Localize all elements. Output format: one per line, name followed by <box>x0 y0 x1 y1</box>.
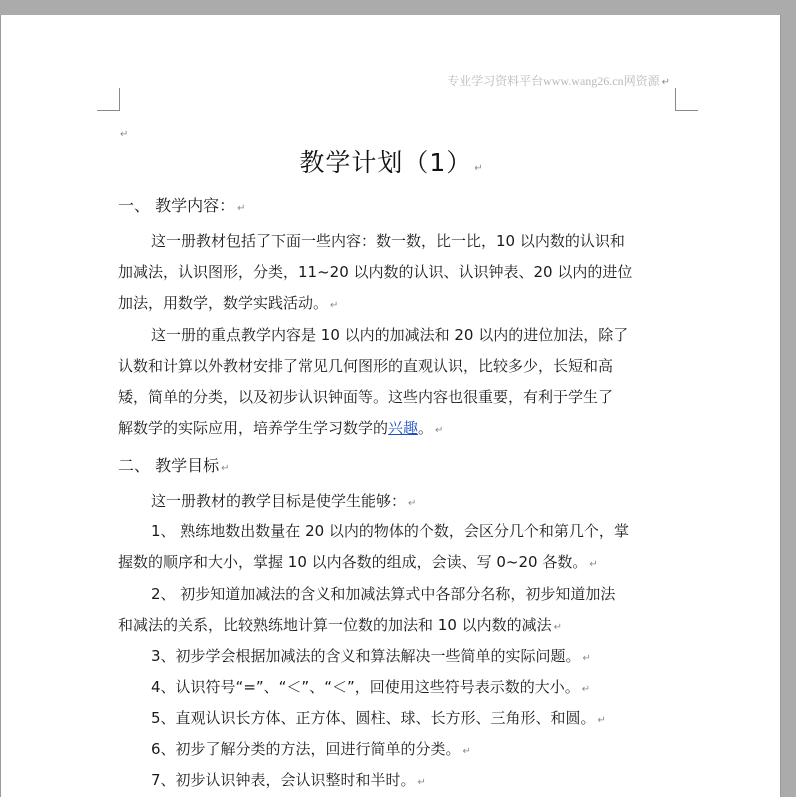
paragraph-mark: ↵ <box>589 559 598 570</box>
paragraph-mark: ↵ <box>581 684 591 695</box>
line-text: 。 <box>418 419 434 437</box>
heading-text: 二、 教学目标 <box>118 456 220 475</box>
line-text: 解数学的实际应用，培养学生学习数学的 <box>118 419 389 437</box>
paragraph-mark: ↵ <box>417 777 426 788</box>
line-text: 握数的顺序和大小，掌握 10 以内各数的组成，会读、写 0~20 各数。 <box>118 553 588 571</box>
paragraph-mark: ↵ <box>474 163 484 174</box>
list-item <box>151 707 691 728</box>
list-item <box>151 676 691 697</box>
line-text: 5、直观认识长方体、正方体、圆柱、球、长方形、三角形、和圆。 <box>151 709 596 727</box>
paragraph-mark: ↵ <box>661 77 670 88</box>
section-heading-2 <box>118 453 658 476</box>
paragraph-line: 这一册的重点教学内容是 10 以内的加减法和 20 以内的进位加法，除了 <box>151 326 629 344</box>
paragraph-line <box>118 417 658 438</box>
paragraph-mark: ↵ <box>462 746 471 757</box>
paragraph-mark: ↵ <box>237 203 246 214</box>
list-item <box>118 614 658 635</box>
document-page <box>0 15 781 797</box>
paragraph-line: 矮，简单的分类，以及初步认识钟面等。这些内容也很重要，有利于学生了 <box>118 388 614 406</box>
paragraph-mark: ↵ <box>408 498 417 509</box>
paragraph-mark: ↵ <box>120 129 129 140</box>
paragraph-mark: ↵ <box>582 653 591 664</box>
paragraph-mark: ↵ <box>435 425 444 436</box>
title-text: 教学计划（1） <box>299 148 473 177</box>
section-heading-1 <box>118 193 658 216</box>
list-item: 2、 初步知道加减法的含义和加减法算式中各部分名称，初步知道加法 <box>151 585 616 603</box>
line-text: 6、初步了解分类的方法，回进行简单的分类。 <box>151 740 461 758</box>
paragraph-line: 加减法，认识图形，分类，11~20 以内数的认识、认识钟表、20 以内的进位 <box>118 263 633 281</box>
line-text: 加法，用数学，数学实践活动。 <box>118 294 329 312</box>
line-text: 4、认识符号“=”、“＜”、“＜”，回使用这些符号表示数的大小。 <box>151 678 580 696</box>
list-item: 1、 熟练地数出数量在 20 以内的物体的个数，会区分几个和第几个，掌 <box>151 522 629 540</box>
line-text: 7、初步认识钟表，会认识整时和半时。 <box>151 771 416 789</box>
empty-paragraph <box>118 122 128 141</box>
list-item <box>151 645 691 666</box>
paragraph-line <box>118 292 658 313</box>
paragraph-mark: ↵ <box>221 463 230 474</box>
line-text: 3、初步学会根据加减法的含义和算法解决一些简单的实际问题。 <box>151 647 581 665</box>
page-header <box>447 72 670 89</box>
paragraph-mark: ↵ <box>597 715 606 726</box>
margin-corner-mark-right <box>675 88 698 111</box>
paragraph-line: 认数和计算以外教材安排了常见几何图形的直观认识，比较多少，长短和高 <box>118 357 614 375</box>
paragraph-mark: ↵ <box>330 300 339 311</box>
interest-link[interactable]: 兴趣 <box>388 419 419 437</box>
margin-corner-mark-left <box>97 88 120 111</box>
list-item <box>118 551 658 572</box>
line-text: 和减法的关系，比较熟练地计算一位数的加法和 10 以内数的减法 <box>118 616 552 634</box>
list-item <box>151 769 691 790</box>
line-text: 这一册教材的教学目标是使学生能够： <box>151 492 407 510</box>
list-item <box>151 738 691 759</box>
paragraph-mark: ↵ <box>553 622 563 633</box>
document-title <box>1 143 782 179</box>
header-text: 专业学习资料平台www.wang26.cn网资源 <box>447 74 660 88</box>
paragraph-line <box>151 490 691 511</box>
heading-text: 一、 教学内容： <box>118 196 236 215</box>
paragraph-line: 这一册教材包括了下面一些内容：数一数，比一比，10 以内数的认识和 <box>151 232 625 250</box>
